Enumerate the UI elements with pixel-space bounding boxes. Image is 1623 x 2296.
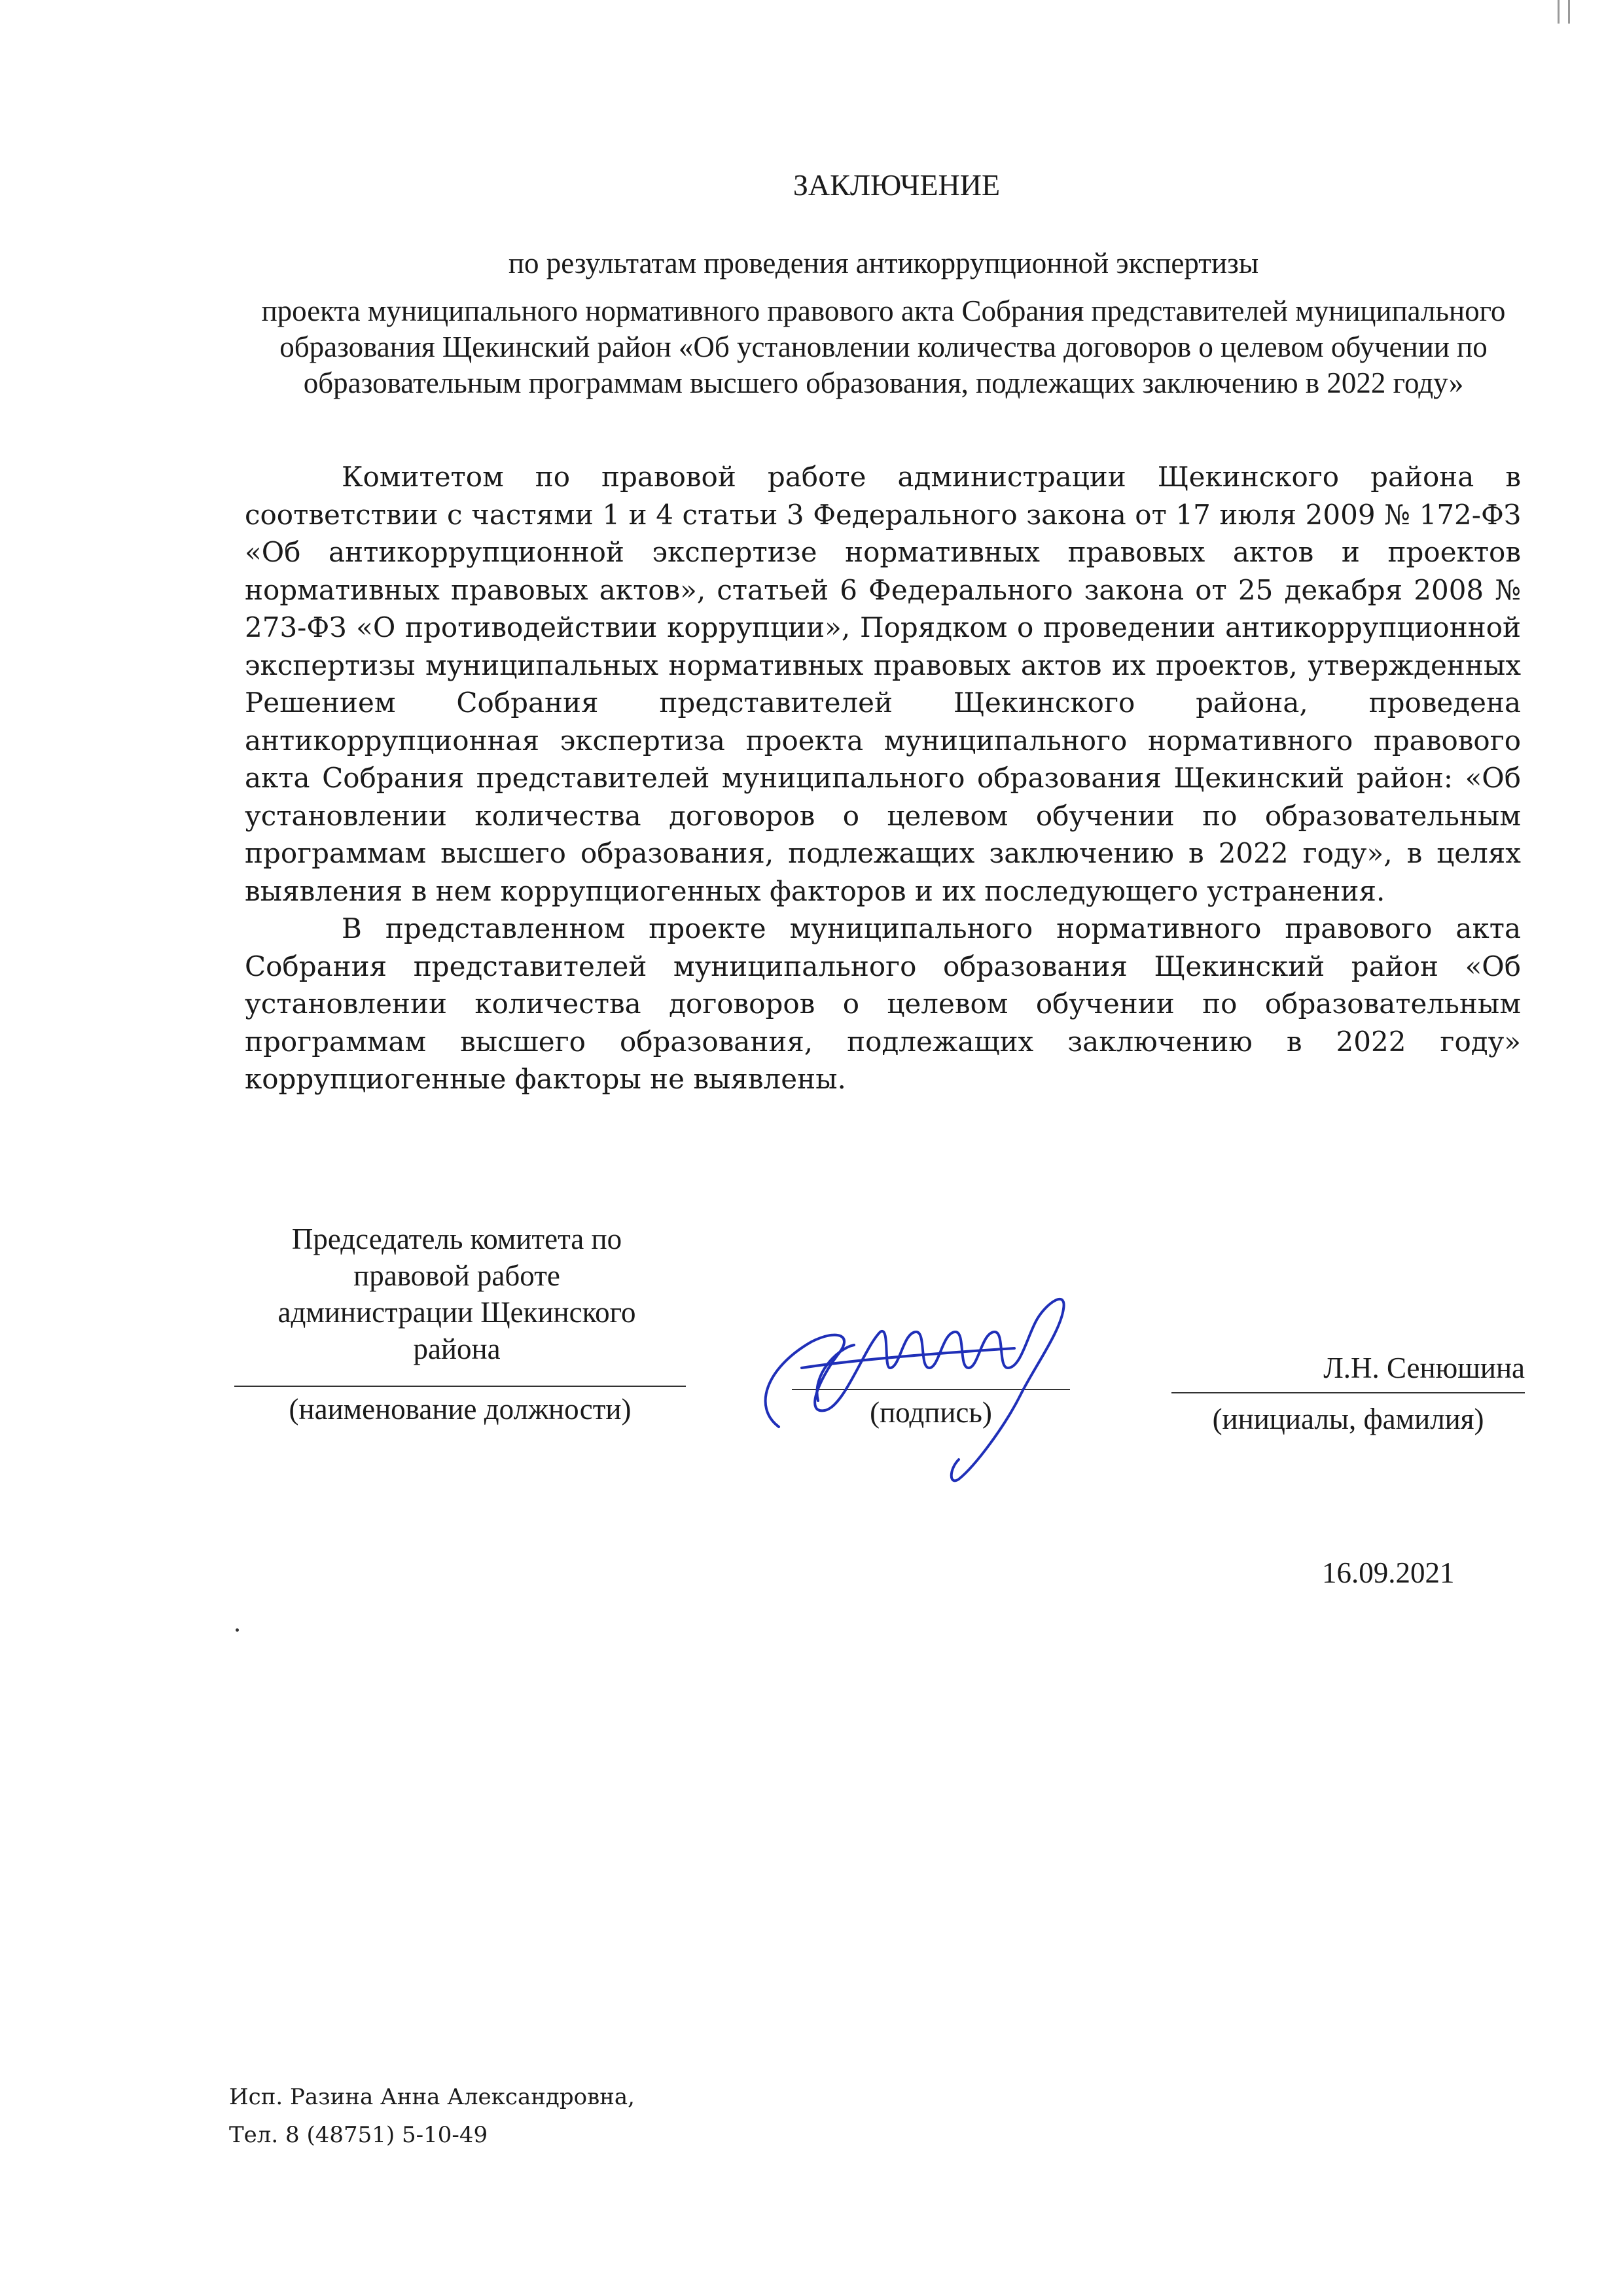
document-title: ЗАКЛЮЧЕНИЕ: [793, 168, 1001, 202]
position-line: Председатель комитета по: [291, 1223, 622, 1255]
position-caption: (наименование должности): [289, 1393, 632, 1426]
stray-mark: [236, 1628, 239, 1632]
scan-artifact: [1558, 0, 1584, 26]
position-line: администрации Щекинского: [277, 1296, 636, 1329]
document-subject: проекта муниципального нормативного правового акта Собрания представителей муниципального образования Щекинский район «Об установлении количества договоров о целевом обучении по образовательным программам высшего образования, подлежащих заключению в 2022 году»: [261, 295, 1506, 399]
body-paragraph: В представленном проекте муниципального нормативного правового акта Собрания представителей муниципального образования Щекинский район «Об установлении количества договоров о целевом обучении по образовательным программам высшего образования, подлежащих заключению в 2022 году» коррупциогенные факторы не выявлены.: [245, 912, 1521, 1095]
document-heading: [236, 245, 1531, 401]
handwritten-signature: [740, 1270, 1080, 1492]
name-underline: [1171, 1392, 1525, 1393]
executor-info: [229, 2078, 635, 2154]
signatory-name: Л.Н. Сенюшина: [1323, 1352, 1525, 1384]
document-subtitle: по результатам проведения антикоррупционной экспертизы: [508, 247, 1259, 279]
document-body: [245, 458, 1521, 1098]
body-paragraph: Комитетом по правовой работе администрации Щекинского района в соответствии с частями 1 и 4 статьи 3 Федерального закона от 17 июля 2009 № 172-ФЗ «Об антикоррупционной экспертизе нормативных правовых актов и проектов нормативных правовых актов», статьей 6 Федерального закона от 25 декабря 2008 № 273-ФЗ «О противодействии коррупции», Порядком о проведении антикоррупционной экспертизы муниципальных нормативных правовых актов их проектов, утвержденных Решением Собрания представителей Щекинского района, проведена антикоррупционная экспертиза проекта муниципального нормативного правового акта Собрания представителей муниципального образования Щекинский район: «Об установлении количества договоров о целевом обучении по образовательным программам высшего образования, подлежащих заключению в 2022 году», в целях выявления в нем коррупциогенных факторов и их последующего устранения.: [245, 461, 1521, 907]
position-line: правовой работе: [353, 1259, 560, 1292]
document-date: 16.09.2021: [1322, 1556, 1455, 1589]
name-caption: (инициалы, фамилия): [1212, 1403, 1484, 1435]
position-underline: [234, 1386, 686, 1387]
executor-name: Исп. Разина Анна Александровна,: [229, 2084, 635, 2110]
signature-caption: (подпись): [870, 1396, 992, 1429]
signatory-position: [234, 1221, 679, 1367]
executor-phone: Тел. 8 (48751) 5-10-49: [229, 2122, 488, 2148]
position-line: района: [413, 1333, 501, 1365]
